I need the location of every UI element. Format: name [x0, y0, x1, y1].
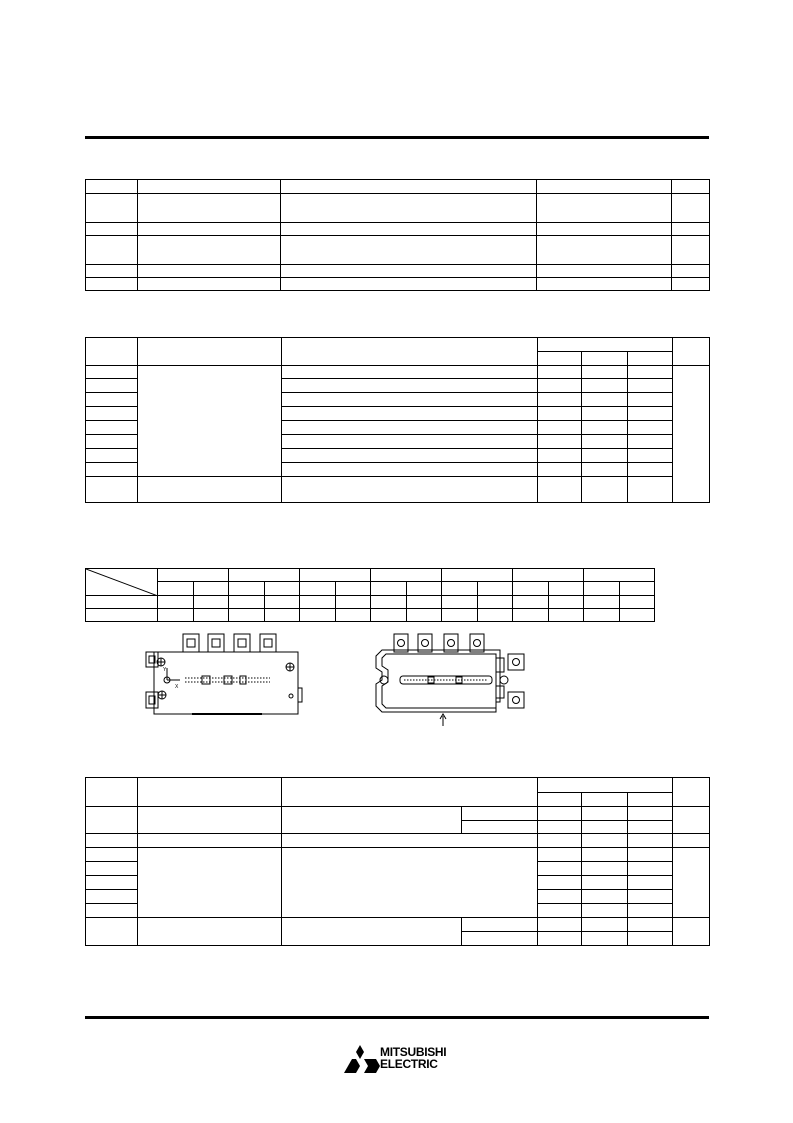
table-3 — [85, 568, 655, 622]
header-rule — [85, 136, 709, 139]
table-row — [86, 918, 710, 932]
table-row — [86, 807, 710, 821]
table-row — [86, 477, 710, 503]
table-row — [86, 223, 710, 236]
brand-wordmark — [380, 1046, 446, 1070]
table-row — [86, 278, 710, 291]
axis-x-label: X — [175, 684, 179, 690]
table-row — [86, 366, 710, 379]
module-top-view-drawing — [370, 628, 530, 728]
table-row — [86, 834, 710, 848]
table-row — [86, 180, 710, 194]
table-2 — [85, 337, 710, 503]
footer-rule — [85, 1016, 709, 1019]
table-1 — [85, 179, 710, 291]
brand-name-line1: MITSUBISHI — [380, 1045, 447, 1059]
diagonal-header-line — [86, 569, 158, 596]
table-row — [86, 194, 710, 223]
table-4 — [85, 777, 710, 946]
table-row — [86, 609, 655, 622]
table-row — [86, 848, 710, 862]
table-row — [86, 265, 710, 278]
table-row — [86, 236, 710, 265]
brand-name-line2: ELECTRIC — [380, 1057, 438, 1071]
module-bottom-view-drawing — [140, 628, 310, 720]
table-row — [86, 596, 655, 609]
axis-y-label: Y — [163, 667, 167, 673]
